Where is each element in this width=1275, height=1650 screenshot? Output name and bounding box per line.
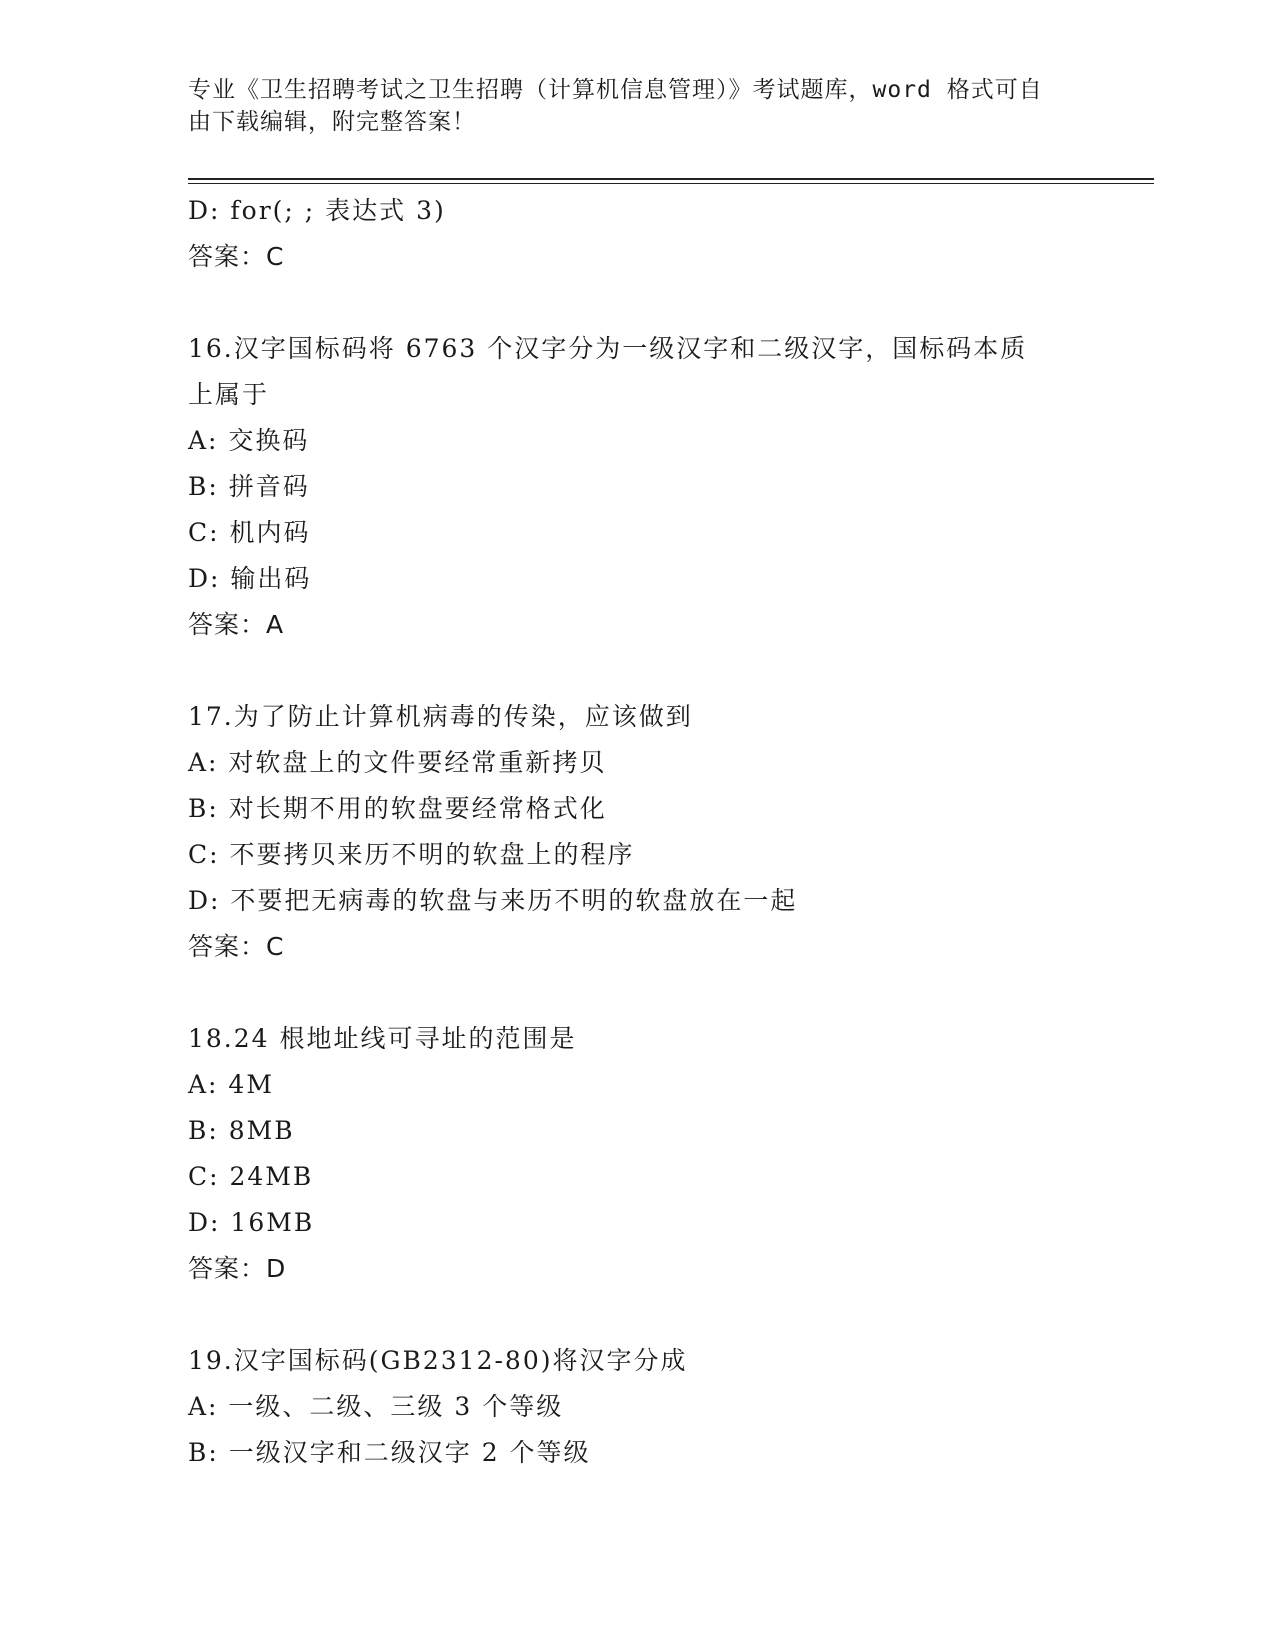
header-line-1: 专业《卫生招聘考试之卫生招聘（计算机信息管理）》考试题库，word 格式可自 — [188, 77, 1043, 103]
question-list — [188, 188, 1088, 1476]
header-divider-thin — [188, 183, 1154, 184]
spacer — [188, 970, 1088, 1016]
answer: 答案：C — [188, 932, 285, 961]
option-a: A: 一级、二级、三级 3 个等级 — [188, 1392, 564, 1421]
option-d: D: 不要把无病毒的软盘与来历不明的软盘放在一起 — [188, 886, 798, 915]
option-b: B: 拼音码 — [188, 472, 310, 501]
option-c: C: 机内码 — [188, 518, 311, 547]
question-stem-cont: 上属于 — [188, 380, 270, 409]
question-stem: 16.汉字国标码将 6763 个汉字分为一级汉字和二级汉字，国标码本质 — [188, 334, 1028, 363]
question-18 — [188, 1016, 1088, 1292]
spacer — [188, 648, 1088, 694]
prev-answer: 答案：C — [188, 242, 285, 271]
option-a: A: 交换码 — [188, 426, 310, 455]
option-b: B: 一级汉字和二级汉字 2 个等级 — [188, 1438, 591, 1467]
question-19 — [188, 1338, 1088, 1476]
option-c: C: 24MB — [188, 1162, 314, 1191]
option-a: A: 4M — [188, 1070, 274, 1099]
spacer — [188, 280, 1088, 326]
answer: 答案：D — [188, 1254, 287, 1283]
question-17 — [188, 694, 1088, 970]
question-stem: 18.24 根地址线可寻址的范围是 — [188, 1024, 577, 1053]
option-d: D: 16MB — [188, 1208, 315, 1237]
question-stem: 17.为了防止计算机病毒的传染，应该做到 — [188, 702, 693, 731]
option-b: B: 对长期不用的软盘要经常格式化 — [188, 794, 607, 823]
option-a: A: 对软盘上的文件要经常重新拷贝 — [188, 748, 607, 777]
answer: 答案：A — [188, 610, 285, 639]
document-header — [188, 74, 1088, 138]
spacer — [188, 1292, 1088, 1338]
option-b: B: 8MB — [188, 1116, 295, 1145]
option-d: D: 输出码 — [188, 564, 312, 593]
question-stem: 19.汉字国标码(GB2312-80)将汉字分成 — [188, 1346, 688, 1375]
header-line-2: 由下载编辑，附完整答案！ — [188, 109, 476, 135]
prev-option-d: D: for(; ; 表达式 3) — [188, 196, 446, 225]
header-divider-thick — [188, 178, 1154, 180]
option-c: C: 不要拷贝来历不明的软盘上的程序 — [188, 840, 635, 869]
question-16 — [188, 326, 1088, 648]
